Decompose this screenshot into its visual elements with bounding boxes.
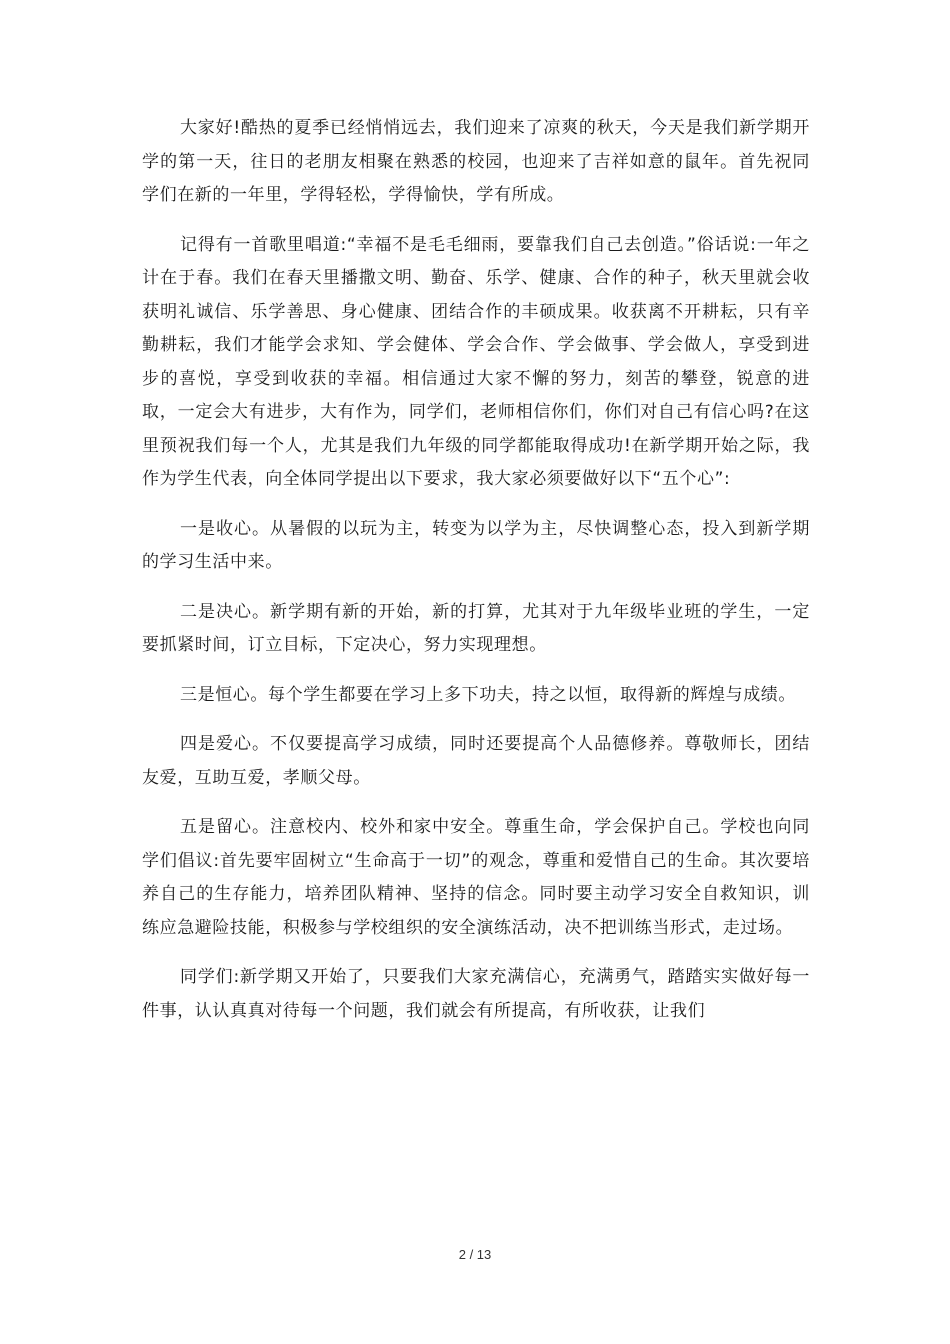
- paragraph-point-five: 五是留心。注意校内、校外和家中安全。尊重生命，学会保护自己。学校也向同学们倡议:首先要牢固树立“生命高于一切”的观念，尊重和爱惜自己的生命。其次要培养自己的生存能力，培养团队精神、坚持的信念。同时要主动学习安全自救知识，训练应急避险技能，积极参与学校组织的安全演练活动，决不把训练当形式，走过场。: [142, 817, 810, 938]
- paragraph-closing: 同学们:新学期又开始了，只要我们大家充满信心，充满勇气，踏踏实实做好每一件事，认认真真对待每一个问题，我们就会有所提高，有所收获，让我们: [142, 967, 810, 1021]
- paragraph-point-three: 三是恒心。每个学生都要在学习上多下功夫，持之以恒，取得新的辉煌与成绩。: [180, 684, 796, 705]
- document-body: [142, 112, 810, 1044]
- paragraph-song-quote: 记得有一首歌里唱道:“幸福不是毛毛细雨，要靠我们自己去创造。”俗话说:一年之计在于春。我们在春天里播撒文明、勤奋、乐学、健康、合作的种子，秋天里就会收获明礼诚信、乐学善思、身心健康、团结合作的丰硕成果。收获离不开耕耘，只有辛勤耕耘，我们才能学会求知、学会健体、学会合作、学会做事、学会做人，享受到进步的喜悦，享受到收获的幸福。相信通过大家不懈的努力，刻苦的攀登，锐意的进取，一定会大有进步，大有作为，同学们，老师相信你们，你们对自己有信心吗?在这里预祝我们每一个人，尤其是我们九年级的同学都能取得成功!在新学期开始之际，我作为学生代表，向全体同学提出以下要求，我大家必须要做好以下“五个心”:: [142, 234, 810, 489]
- paragraph-point-two: 二是决心。新学期有新的开始，新的打算，尤其对于九年级毕业班的学生，一定要抓紧时间，订立目标，下定决心，努力实现理想。: [142, 601, 810, 655]
- paragraph-point-one: 一是收心。从暑假的以玩为主，转变为以学为主，尽快调整心态，投入到新学期的学习生活中来。: [142, 518, 810, 572]
- paragraph-point-four: 四是爱心。不仅要提高学习成绩，同时还要提高个人品德修养。尊敬师长，团结友爱，互助互爱，孝顺父母。: [142, 734, 810, 788]
- paragraph-greeting: 大家好!酷热的夏季已经悄悄远去，我们迎来了凉爽的秋天，今天是我们新学期开学的第一天，往日的老朋友相聚在熟悉的校园，也迎来了吉祥如意的鼠年。首先祝同学们在新的一年里，学得轻松，学得愉快，学有所成。: [142, 118, 810, 205]
- page-number: 2 / 13: [458, 1247, 492, 1262]
